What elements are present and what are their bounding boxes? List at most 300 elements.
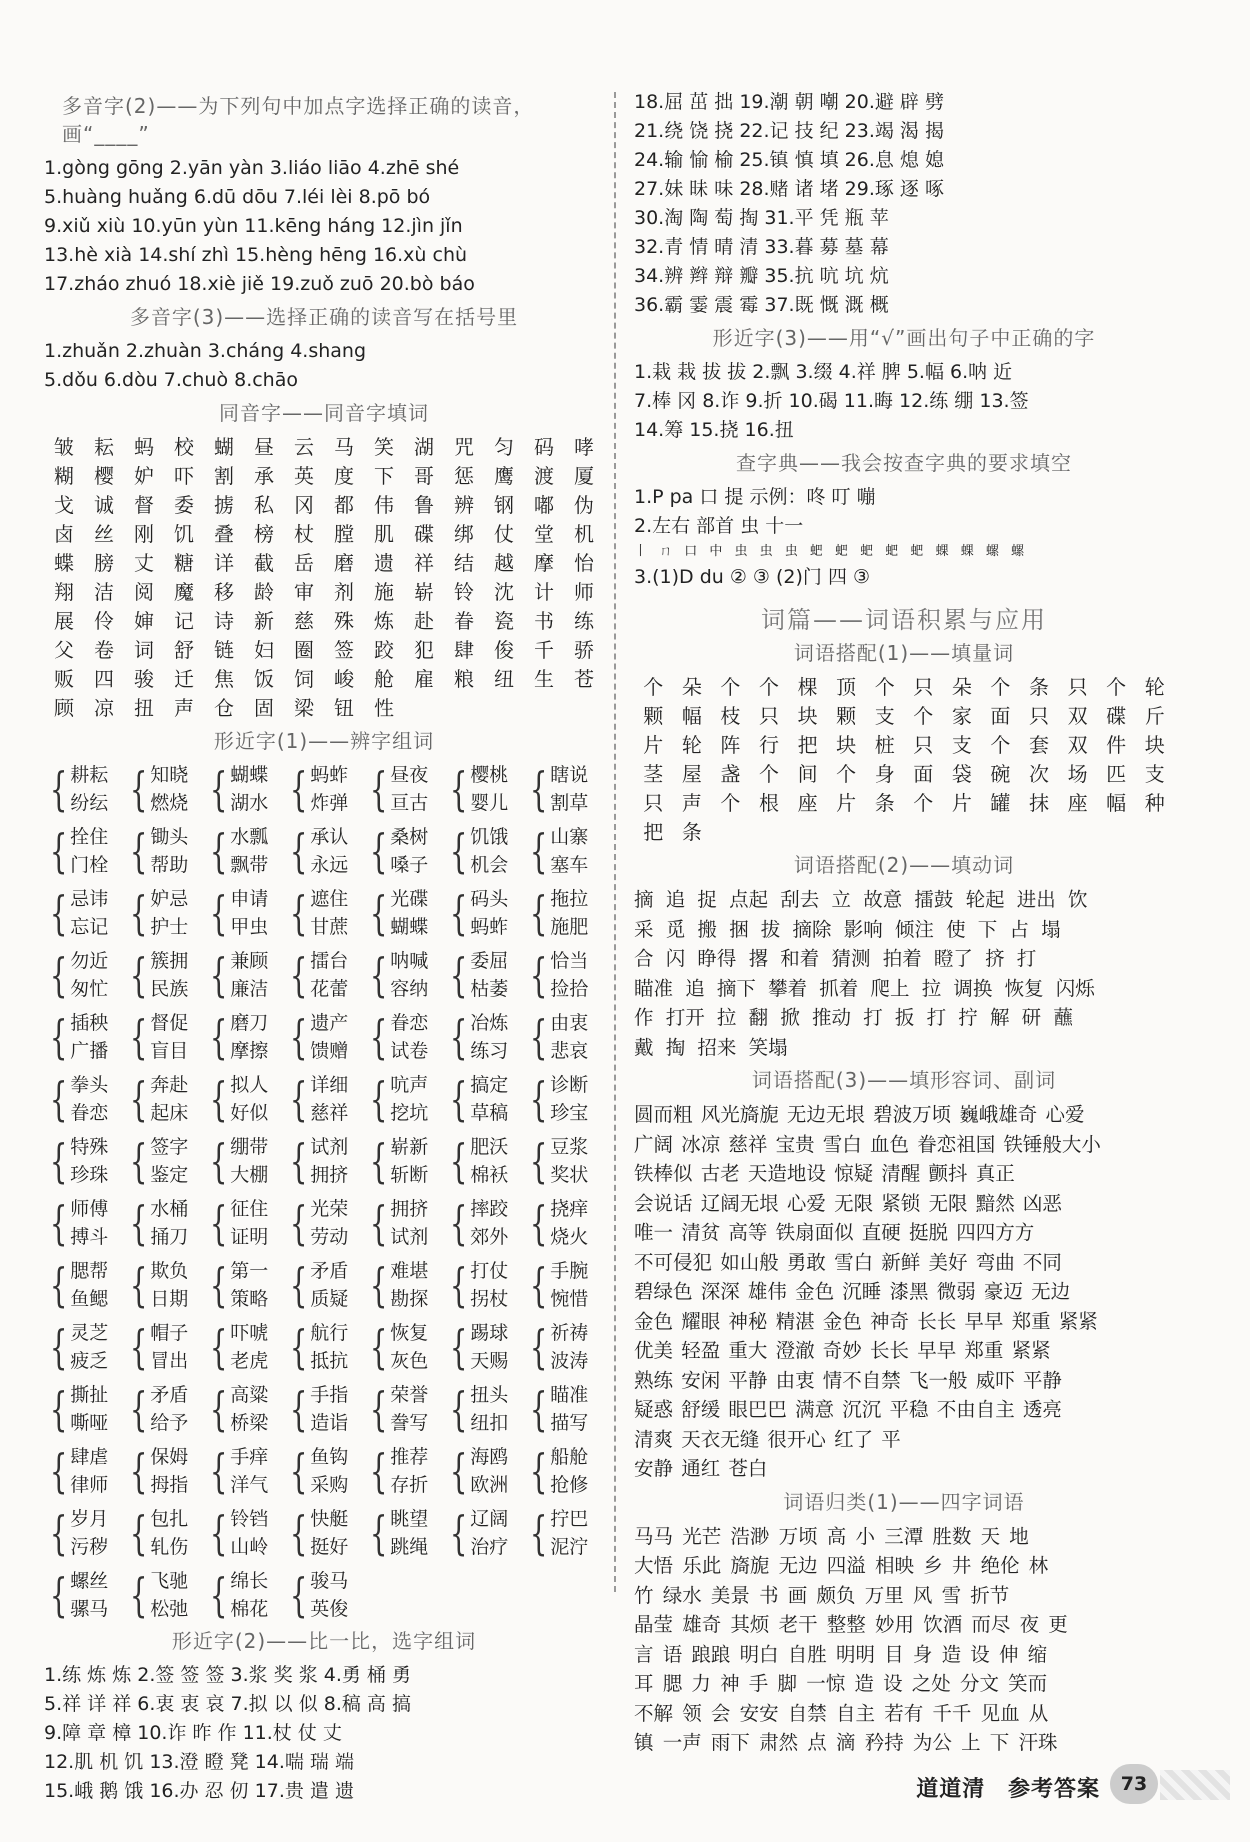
pair-word: 眺望 [390, 1508, 429, 1530]
pair-word: 眷恋 [70, 1102, 109, 1124]
pair-word: 波涛 [550, 1350, 589, 1372]
pair-words [230, 947, 268, 1003]
brace-icon: { [449, 824, 468, 878]
word-pair [444, 1009, 524, 1065]
answer-line: 18.屈 茁 拙 19.潮 朝 嘲 20.避 辟 劈 [634, 91, 944, 113]
pair-words [390, 1505, 428, 1561]
grid-char: 声 [174, 696, 194, 720]
pair-words [390, 1257, 428, 1313]
pair-word: 民族 [150, 978, 189, 1000]
right-column [634, 88, 1174, 1758]
grid-char: 犯 [414, 638, 434, 662]
grid-char: 审 [294, 580, 314, 604]
pair-word: 欧洲 [470, 1474, 509, 1496]
brace-icon: { [369, 1320, 388, 1374]
grid-char: 伟 [374, 493, 394, 517]
grid-char: 词 [134, 638, 154, 662]
brace-icon: { [129, 1506, 148, 1560]
answer-line: 12.肌 机 饥 13.澄 瞪 凳 14.喘 瑞 端 [44, 1751, 354, 1773]
brace-icon: { [289, 1072, 308, 1126]
pair-word: 忌讳 [70, 888, 109, 910]
pair-word: 铃铛 [230, 1508, 269, 1530]
brace-icon: { [289, 1320, 308, 1374]
grid-char [981, 818, 1020, 847]
grid-char: 千 [534, 638, 554, 662]
pair-words [310, 1257, 348, 1313]
pair-word: 嘶哑 [70, 1412, 109, 1434]
word-pair [444, 761, 524, 817]
grid-char [404, 694, 444, 723]
pair-word: 海鸥 [470, 1446, 509, 1468]
answer-line: 作 打开 拉 翻 掀 推动 打 扳 打 拧 解 研 蘸 [634, 1006, 1073, 1029]
grid-char: 舱 [374, 667, 394, 691]
stroke-order: 丨 ㄇ 口 中 虫 虫 虫 蚆 蚆 蚆 蚆 蚆 蜾 蜾 螺 螺 [634, 544, 1028, 559]
pair-words [70, 1071, 108, 1127]
pair-word: 蝴蝶 [230, 764, 269, 786]
pair-word: 矛盾 [310, 1260, 349, 1282]
pair-word: 快艇 [310, 1508, 349, 1530]
brace-icon: { [369, 1072, 388, 1126]
pair-word: 斩断 [390, 1164, 429, 1186]
word-pair [364, 1443, 444, 1499]
similar1-title: 形近字(1)——辨字组词 [213, 729, 435, 753]
grid-char: 场 [1067, 762, 1088, 786]
pair-word: 试剂 [390, 1226, 429, 1248]
word-pair [124, 1071, 204, 1127]
grid-char: 性 [374, 696, 394, 720]
pair-word: 师傅 [70, 1198, 109, 1220]
pair-words [550, 761, 588, 817]
pair-word: 桑树 [390, 826, 429, 848]
word-pair [444, 1319, 524, 1375]
grid-char: 次 [1028, 762, 1049, 786]
grid-char: 铃 [454, 580, 474, 604]
grid-char: 块 [836, 733, 857, 757]
pair-word: 挺好 [310, 1536, 349, 1558]
brace-icon: { [129, 1444, 148, 1498]
grid-char: 丝 [94, 522, 114, 546]
grid-char: 校 [174, 435, 194, 459]
pair-word: 骡马 [70, 1598, 109, 1620]
pair-words [150, 1381, 188, 1437]
word-pair [444, 947, 524, 1003]
grid-char: 蝴 [214, 435, 234, 459]
brace-icon: { [49, 1506, 68, 1560]
brace-icon: { [529, 1134, 548, 1188]
brace-icon: { [49, 762, 68, 816]
grid-char: 行 [758, 733, 779, 757]
dict-title: 查字典——我会按查字典的要求填空 [736, 451, 1072, 475]
pair-words [150, 1319, 188, 1375]
pair-word: 蚂蚱 [470, 916, 509, 938]
word-pair [204, 1195, 284, 1251]
pair-words [150, 1071, 188, 1127]
footer [902, 1772, 1100, 1803]
grid-char: 根 [758, 791, 779, 815]
word-pair [124, 947, 204, 1003]
pair-words [550, 1133, 588, 1189]
grid-char: 顾 [54, 696, 74, 720]
grid-char: 固 [254, 696, 274, 720]
pair-word: 誊写 [390, 1412, 429, 1434]
grid-char: 伪 [574, 493, 594, 517]
pair-word: 吓唬 [230, 1322, 269, 1344]
grid-char: 嘟 [534, 493, 554, 517]
brace-icon: { [49, 1568, 68, 1622]
brace-icon: { [449, 948, 468, 1002]
pair-word: 试剂 [310, 1136, 349, 1158]
word-pair [204, 1257, 284, 1313]
grid-char: 碟 [1106, 704, 1127, 728]
pair-words [470, 761, 508, 817]
pair-words [390, 1009, 428, 1065]
brace-icon: { [209, 1506, 228, 1560]
answer-line: 大悟 乐此 旖旎 无边 四溢 相映 乡 井 绝伦 林 [634, 1554, 1049, 1577]
grid-char: 俊 [494, 638, 514, 662]
word-pair [524, 761, 604, 817]
grid-char: 笑 [374, 435, 394, 459]
grid-char: 仗 [494, 522, 514, 546]
grid-char [788, 818, 827, 847]
brace-icon: { [209, 824, 228, 878]
pair-words [550, 885, 588, 941]
brace-icon: { [209, 1444, 228, 1498]
pair-word: 日期 [150, 1288, 189, 1310]
word-pair [44, 1567, 124, 1623]
pair-word: 承认 [310, 826, 349, 848]
pair-word: 捡拾 [550, 978, 589, 1000]
grid-char: 刚 [134, 522, 154, 546]
pair-word: 试卷 [390, 1040, 429, 1062]
similar3-title: 形近字(3)——用“√”画出句子中正确的字 [712, 326, 1096, 350]
grid-char: 磨 [334, 551, 354, 575]
pair-word: 眷恋 [390, 1012, 429, 1034]
pair-words [470, 1009, 508, 1065]
pair-words [150, 1133, 188, 1189]
word-pair [524, 1133, 604, 1189]
grid-char: 妇 [254, 638, 274, 662]
grid-char: 家 [951, 704, 972, 728]
pair-word: 给予 [150, 1412, 189, 1434]
pair-words [70, 947, 108, 1003]
grid-char [943, 818, 982, 847]
pair-word: 惋惜 [550, 1288, 589, 1310]
grid-char: 截 [254, 551, 274, 575]
grid-char [827, 818, 866, 847]
grid-char: 父 [54, 638, 74, 662]
word-pair [204, 1319, 284, 1375]
grid-char: 婶 [134, 609, 154, 633]
grid-char: 丈 [134, 551, 154, 575]
similar2-continued [634, 88, 1174, 320]
answer-line: 5.dǒu 6.dòu 7.chuò 8.chāo [44, 369, 298, 391]
grid-char: 记 [174, 609, 194, 633]
pair-word: 鱼鳃 [70, 1288, 109, 1310]
pair-word: 岁月 [70, 1508, 109, 1530]
pair-word: 耕耘 [70, 764, 109, 786]
pair-word: 拧巴 [550, 1508, 589, 1530]
pair-word: 采购 [310, 1474, 349, 1496]
grid-char: 个 [874, 675, 895, 699]
answer-line: 1.P pa 口 提 示例：咚 叮 嘣 [634, 486, 876, 508]
brace-icon: { [289, 1568, 308, 1622]
grid-char: 贩 [54, 667, 74, 691]
word-pair [124, 1009, 204, 1065]
brace-icon: { [369, 1506, 388, 1560]
grid-char: 焦 [214, 667, 234, 691]
answer-line: 铁棒似 古老 天造地设 惊疑 清醒 颤抖 真正 [634, 1162, 1015, 1185]
grid-char: 翔 [54, 580, 74, 604]
word-pair [44, 1381, 124, 1437]
pair-words [230, 1443, 268, 1499]
pair-words [230, 1195, 268, 1251]
pair-words [230, 1567, 268, 1623]
brace-icon: { [129, 1568, 148, 1622]
brace-icon: { [449, 1134, 468, 1188]
pair-word: 手痒 [230, 1446, 269, 1468]
pair-word: 手腕 [550, 1260, 589, 1282]
brace-icon: { [289, 948, 308, 1002]
pair-word: 英俊 [310, 1598, 349, 1620]
grid-char: 块 [797, 704, 818, 728]
grid-char: 绑 [454, 522, 474, 546]
grid-char: 糖 [174, 551, 194, 575]
poly2-answers [44, 154, 604, 299]
brace-icon: { [49, 1134, 68, 1188]
pair-word: 悲哀 [550, 1040, 589, 1062]
word-pair [444, 1071, 524, 1127]
answer-line: 9.xiǔ xiù 10.yūn yùn 11.kēng háng 12.jìn jǐn [44, 215, 463, 237]
pair-words [70, 1257, 108, 1313]
pair-word: 山寨 [550, 826, 589, 848]
grid-char: 个 [990, 733, 1011, 757]
brace-icon: { [209, 1258, 228, 1312]
pair-words [310, 823, 348, 879]
pair-word: 广播 [70, 1040, 109, 1062]
grid-char: 个 [913, 791, 934, 815]
pair-word: 机会 [470, 854, 509, 876]
word-pair [284, 1009, 364, 1065]
brace-icon: { [289, 886, 308, 940]
poly2-title [44, 92, 604, 148]
word-pair [124, 1195, 204, 1251]
grid-char: 计 [534, 580, 554, 604]
grid-char: 沈 [494, 580, 514, 604]
brace-icon: { [129, 1134, 148, 1188]
grid-char: 慈 [294, 609, 314, 633]
grid-char: 舒 [174, 638, 194, 662]
pair-words [70, 1319, 108, 1375]
pair-words [310, 1133, 348, 1189]
pair-word: 插秧 [70, 1012, 109, 1034]
pair-word: 婴儿 [470, 792, 509, 814]
brace-icon: { [369, 1196, 388, 1250]
pair-words [310, 1009, 348, 1065]
pair-word: 桥梁 [230, 1412, 269, 1434]
pair-word: 廉洁 [230, 978, 269, 1000]
brace-icon: { [529, 1382, 548, 1436]
pair-word: 矛盾 [150, 1384, 189, 1406]
pair-words [550, 1319, 588, 1375]
grid-char [444, 694, 484, 723]
grid-char: 支 [874, 704, 895, 728]
pair-word: 保姆 [150, 1446, 189, 1468]
grid-char: 只 [913, 675, 934, 699]
pair-word: 鉴定 [150, 1164, 189, 1186]
grid-char: 瓷 [494, 609, 514, 633]
pair-words [390, 1133, 428, 1189]
grid-char: 练 [574, 609, 594, 633]
pair-word: 锄头 [150, 826, 189, 848]
pair-word: 瞎说 [550, 764, 589, 786]
grid-char: 蚂 [134, 435, 154, 459]
grid-char: 辨 [454, 493, 474, 517]
word-pair [524, 1505, 604, 1561]
grid-char: 条 [681, 820, 702, 844]
brace-icon: { [209, 1568, 228, 1622]
grid-char: 赴 [414, 609, 434, 633]
brace-icon: { [49, 1196, 68, 1250]
grid-char: 伶 [94, 609, 114, 633]
brace-icon: { [369, 886, 388, 940]
brace-icon: { [129, 1258, 148, 1312]
pair-word: 描写 [550, 1412, 589, 1434]
brace-icon: { [529, 1072, 548, 1126]
brace-icon: { [49, 1444, 68, 1498]
grid-char: 峻 [334, 667, 354, 691]
pair-words [550, 1443, 588, 1499]
grid-char: 棵 [797, 675, 818, 699]
pair-words [310, 947, 348, 1003]
grid-char: 朵 [681, 675, 702, 699]
grid-char: 只 [913, 733, 934, 757]
grid-char: 岳 [294, 551, 314, 575]
grid-char: 厦 [574, 464, 594, 488]
pair-word: 施肥 [550, 916, 589, 938]
answer-line: 优美 轻盈 重大 澄澈 奇妙 长长 早早 郑重 紧紧 [634, 1339, 1051, 1362]
grid-char: 耘 [94, 435, 114, 459]
brace-icon: { [449, 1506, 468, 1560]
grid-char [750, 818, 789, 847]
pair-word: 跳绳 [390, 1536, 429, 1558]
pair-word: 质疑 [310, 1288, 349, 1310]
pair-word: 诊断 [550, 1074, 589, 1096]
pair-word: 策略 [230, 1288, 269, 1310]
pair-word: 打仗 [470, 1260, 509, 1282]
grid-char: 眷 [454, 609, 474, 633]
pair-words [230, 761, 268, 817]
word-pair [124, 1443, 204, 1499]
grid-char: 屋 [681, 762, 702, 786]
answer-line: 3.(1)D du ② ③ (2)门 四 ③ [634, 566, 871, 588]
word-pair [364, 1319, 444, 1375]
grid-char: 肆 [454, 638, 474, 662]
answer-line: 27.妹 昧 味 28.赌 诸 堵 29.琢 逐 啄 [634, 178, 944, 200]
pair-word: 挖坑 [390, 1102, 429, 1124]
word-pair [444, 885, 524, 941]
pair-word: 飞驰 [150, 1570, 189, 1592]
grid-char: 面 [913, 762, 934, 786]
pair-words [390, 823, 428, 879]
grid-char: 苍 [574, 667, 594, 691]
grid-char: 怡 [574, 551, 594, 575]
grid-char: 个 [836, 762, 857, 786]
grid-char: 哮 [574, 435, 594, 459]
pair-word: 天赐 [470, 1350, 509, 1372]
brace-icon: { [289, 1134, 308, 1188]
pair-word: 委屈 [470, 950, 509, 972]
grid-char: 魔 [174, 580, 194, 604]
answer-line: 竹 绿水 美景 书 画 颇负 万里 风 雪 折节 [634, 1583, 1010, 1607]
pair-word: 珍珠 [70, 1164, 109, 1186]
pair-words [230, 1133, 268, 1189]
word-pair [284, 1505, 364, 1561]
word-pair [364, 1009, 444, 1065]
answer-line: 32.青 情 晴 清 33.暮 募 墓 幕 [634, 236, 889, 258]
word-pair [364, 1133, 444, 1189]
brace-icon: { [369, 762, 388, 816]
pair-word: 征住 [230, 1198, 269, 1220]
pair-words [150, 1257, 188, 1313]
brace-icon: { [369, 1010, 388, 1064]
answer-line: 24.输 愉 榆 25.镇 慎 填 26.息 熄 媳 [634, 149, 944, 171]
pair-word: 飘带 [230, 854, 269, 876]
grid-char: 骏 [134, 667, 154, 691]
similar2-answers [44, 1661, 604, 1806]
pair-words [390, 885, 428, 941]
grid-char: 昼 [254, 435, 274, 459]
answer-line: 安静 通红 苍白 [634, 1457, 768, 1480]
word-pair [204, 823, 284, 879]
pair-word: 樱桃 [470, 764, 509, 786]
grid-char [484, 694, 524, 723]
pair-word: 捅刀 [150, 1226, 189, 1248]
grid-char [1058, 818, 1097, 847]
brace-icon: { [449, 1444, 468, 1498]
word-pair [284, 1319, 364, 1375]
word-pair [284, 1443, 364, 1499]
pair-word: 存折 [390, 1474, 429, 1496]
brace-icon: { [449, 886, 468, 940]
pair-words [470, 1133, 508, 1189]
grid-char: 堂 [534, 522, 554, 546]
grid-char: 云 [294, 435, 314, 459]
answer-line: 熟练 安闲 平静 由衷 情不自禁 飞一般 威吓 平静 [634, 1368, 1062, 1392]
word-pair [444, 1133, 524, 1189]
pair-word: 详细 [310, 1074, 349, 1096]
word-pair [524, 1381, 604, 1437]
grid-char: 膛 [334, 522, 354, 546]
adj-answers [634, 1100, 1174, 1484]
grid-char: 碗 [990, 762, 1011, 786]
answer-line: 不解 领 会 安安 自禁 自主 若有 千千 见血 从 [634, 1701, 1049, 1725]
grid-char: 皱 [54, 435, 74, 459]
pair-words [230, 1257, 268, 1313]
pair-word: 起床 [150, 1102, 189, 1124]
pair-word: 亘古 [390, 792, 429, 814]
answer-line: 言 语 踉踉 明白 自胜 明明 目 身 造 设 伸 缩 [634, 1642, 1048, 1666]
pair-word: 蚂蚱 [310, 764, 349, 786]
word-pair [284, 1133, 364, 1189]
answer-line: 14.筹 15.挠 16.扭 [634, 419, 794, 441]
grid-char: 承 [254, 464, 274, 488]
verbs-answers [634, 885, 1174, 1062]
answer-line: 9.障 章 樟 10.诈 昨 作 11.杖 仗 丈 [44, 1722, 342, 1744]
pair-word: 抵抗 [310, 1350, 349, 1372]
word-pair [524, 885, 604, 941]
pair-words [470, 1319, 508, 1375]
grid-char: 肌 [374, 522, 394, 546]
